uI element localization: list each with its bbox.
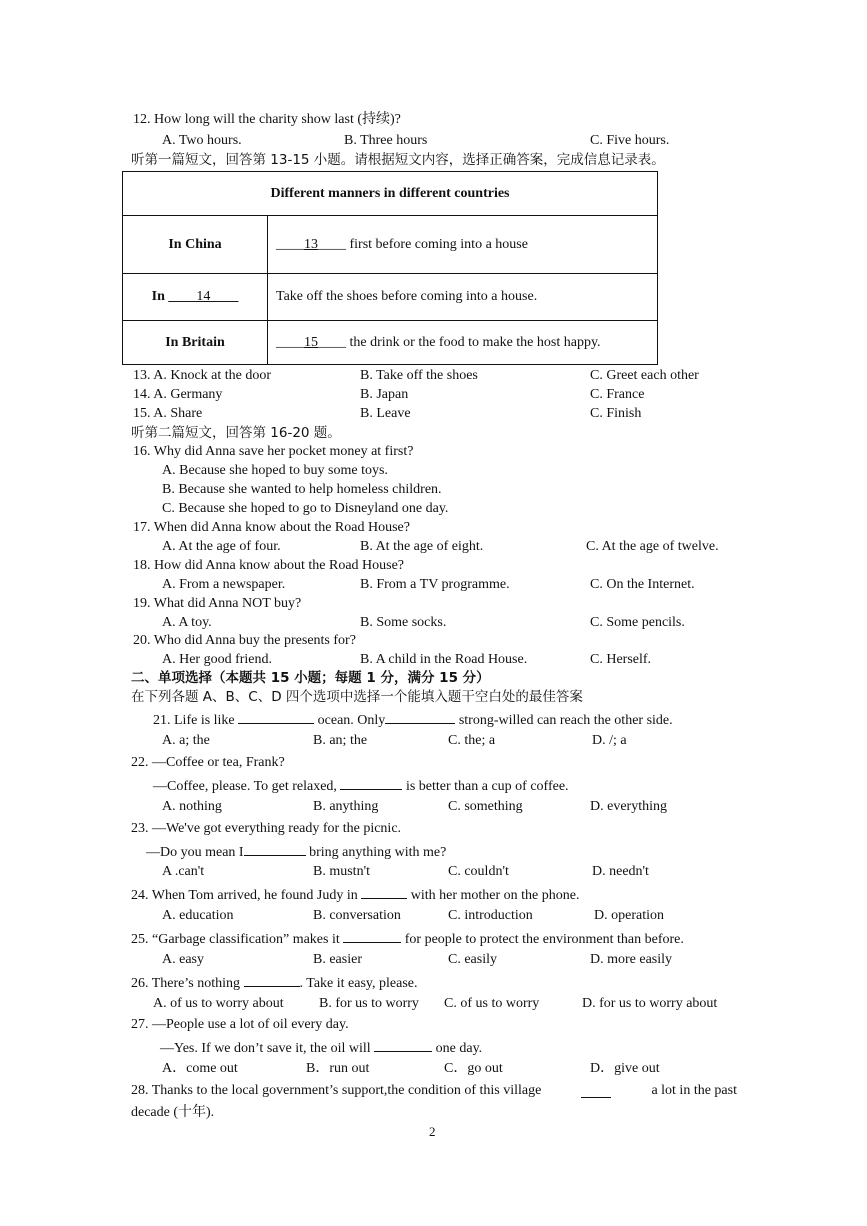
page-number: 2 [429, 1124, 436, 1139]
q14-option-a: 14. A. Germany [133, 387, 223, 402]
q22-stem-1: 22. —Coffee or tea, Frank? [131, 755, 285, 770]
q23-option-b: B. mustn't [313, 864, 370, 879]
q12-option-a: A. Two hours. [162, 133, 242, 148]
q25-option-c: C. easily [448, 952, 497, 967]
q25-option-b: B. easier [313, 952, 362, 967]
table-value-15: ____15____ the drink or the food to make the host happy. [268, 321, 658, 365]
q16-option-c: C. Because she hoped to go to Disneyland one day. [162, 501, 449, 516]
table-row [123, 216, 658, 274]
q13-option-b: B. Take off the shoes [360, 368, 478, 383]
table-row [123, 274, 658, 321]
q20-stem: 20. Who did Anna buy the presents for? [133, 633, 356, 648]
q12-option-c: C. Five hours. [590, 133, 670, 148]
q22-option-d: D. everything [590, 799, 667, 814]
q14-option-c: C. France [590, 387, 645, 402]
q17-option-b: B. At the age of eight. [360, 539, 484, 554]
q24-option-b: B. conversation [313, 908, 401, 923]
table-title: Different manners in different countries [123, 172, 658, 216]
q21-option-a: A. a; the [162, 733, 210, 748]
table-key-14: In ____14____ [123, 274, 268, 321]
q16-stem: 16. Why did Anna save her pocket money at first? [133, 444, 414, 459]
q26-option-d: D. for us to worry about [582, 996, 718, 1011]
q22-option-c: C. something [448, 799, 523, 814]
q22-stem-2: —Coffee, please. To get relaxed, is better than a cup of coffee. [153, 776, 569, 796]
q22-option-a: A. nothing [162, 799, 222, 814]
q17-option-c: C. At the age of twelve. [586, 539, 719, 554]
table-key-britain: In Britain [123, 321, 268, 365]
manners-table [122, 171, 658, 365]
q27-stem-2: —Yes. If we don’t save it, the oil will one day. [160, 1038, 482, 1058]
q27-option-c: C．go out [444, 1061, 503, 1076]
q16-option-b: B. Because she wanted to help homeless children. [162, 482, 442, 497]
q24-option-c: C. introduction [448, 908, 533, 923]
q27-option-d: D．give out [590, 1061, 660, 1076]
q25-option-a: A. easy [162, 952, 204, 967]
q18-option-a: A. From a newspaper. [162, 577, 286, 592]
q23-option-d: D. needn't [592, 864, 649, 879]
q23-option-a: A .can't [162, 864, 205, 879]
q12-option-b: B. Three hours [344, 133, 428, 148]
q21-option-c: C. the; a [448, 733, 496, 748]
q15-option-c: C. Finish [590, 406, 642, 421]
q26-option-b: B. for us to worry [319, 996, 419, 1011]
q23-stem-1: 23. —We've got everything ready for the picnic. [131, 821, 402, 836]
q19-option-b: B. Some socks. [360, 615, 447, 630]
q22-option-b: B. anything [313, 799, 379, 814]
q24-option-a: A. education [162, 908, 234, 923]
table-value-japan: Take off the shoes before coming into a house. [268, 274, 658, 321]
q28-stem-1: 28. Thanks to the local government’s support,the condition of this village a lot in the past [131, 1083, 737, 1098]
q13-option-c: C. Greet each other [590, 368, 699, 383]
q15-option-a: 15. A. Share [133, 406, 203, 421]
q27-option-a: A．come out [162, 1061, 238, 1076]
q15-option-b: B. Leave [360, 406, 411, 421]
table-row [123, 321, 658, 365]
q17-option-a: A. At the age of four. [162, 539, 281, 554]
q21-option-b: B. an; the [313, 733, 368, 748]
q21-option-d: D. /; a [592, 733, 627, 748]
q26-option-a: A. of us to worry about [153, 996, 284, 1011]
q20-option-c: C. Herself. [590, 652, 652, 667]
q21-stem: 21. Life is like ocean. Only strong-willed can reach the other side. [153, 710, 673, 730]
q18-stem: 18. How did Anna know about the Road House? [133, 558, 405, 573]
q16-option-a: A. Because she hoped to buy some toys. [162, 463, 388, 478]
q20-option-b: B. A child in the Road House. [360, 652, 528, 667]
q13-option-a: 13. A. Knock at the door [133, 368, 272, 383]
q23-stem-2: —Do you mean I bring anything with me? [146, 842, 446, 862]
q19-option-c: C. Some pencils. [590, 615, 685, 630]
q23-option-c: C. couldn't [448, 864, 509, 879]
q19-option-a: A. A toy. [162, 615, 212, 630]
q18-option-b: B. From a TV programme. [360, 577, 510, 592]
q24-option-d: D. operation [594, 908, 664, 923]
q17-stem: 17. When did Anna know about the Road House? [133, 520, 410, 535]
q19-stem: 19. What did Anna NOT buy? [133, 596, 302, 611]
table-value-13: ____13____ first before coming into a house [268, 216, 658, 274]
q18-option-c: C. On the Internet. [590, 577, 695, 592]
part-two-instructions: 听第二篇短文，回答第 16-20 题。 [131, 425, 341, 441]
q27-stem-1: 27. —People use a lot of oil every day. [131, 1017, 349, 1032]
q20-option-a: A. Her good friend. [162, 652, 273, 667]
q25-option-d: D. more easily [590, 952, 673, 967]
q24-stem: 24. When Tom arrived, he found Judy in with her mother on the phone. [131, 885, 580, 905]
q25-stem: 25. “Garbage classification” makes it for people to protect the environment than before. [131, 929, 684, 949]
q12-stem: 12. How long will the charity show last (持续)? [133, 112, 401, 127]
section-two-heading: 二、单项选择（本题共 15 小题；每题 1 分，满分 15 分） [131, 670, 490, 686]
q27-option-b: B．run out [306, 1061, 370, 1076]
q26-stem: 26. There’s nothing . Take it easy, please. [131, 973, 418, 993]
section-two-instructions: 在下列各题 A、B、C、D 四个选项中选择一个能填入题干空白处的最佳答案 [131, 689, 583, 705]
q26-option-c: C. of us to worry [444, 996, 540, 1011]
table-key-china: In China [123, 216, 268, 274]
q14-option-b: B. Japan [360, 387, 409, 402]
q28-stem-2: decade (十年). [131, 1105, 215, 1120]
part-one-instructions: 听第一篇短文，回答第 13-15 小题。请根据短文内容，选择正确答案，完成信息记录表。 [131, 152, 665, 168]
